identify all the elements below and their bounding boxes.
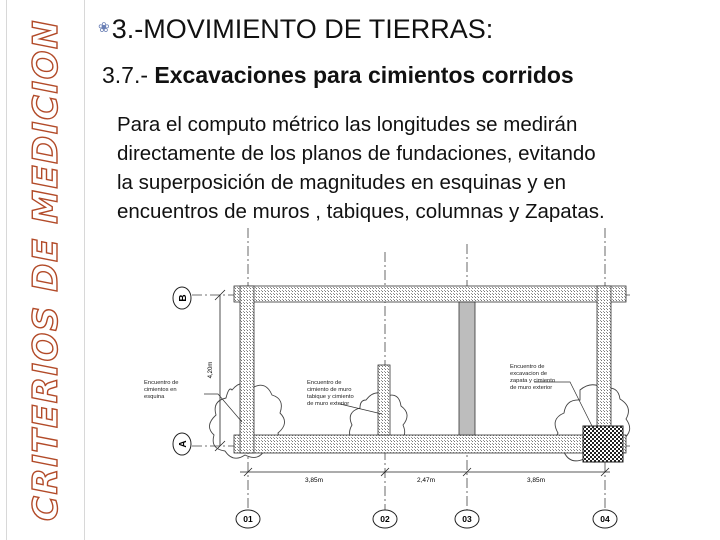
callout-corner [144,380,178,400]
axis-label-02: 02 [380,514,390,524]
partition-strip-02 [378,365,390,435]
section-heading [98,14,493,45]
section-heading-text: 3.-MOVIMIENTO DE TIERRAS: [111,14,494,44]
callout-footing [510,364,555,391]
foundation-plan-drawing [100,222,640,534]
callout-line: tabique y cimiento [307,394,354,400]
side-title: CRITERIOS DE MEDICION [26,19,66,521]
callout-line: cimiento de muro [307,387,352,393]
subsection-title: Excavaciones para cimientos corridos [154,62,574,88]
callout-line: Encuentro de [144,380,179,386]
axis-label-04: 04 [600,514,610,524]
paragraph-line: la superposición de magnitudes en esquinas y en [117,171,567,194]
footing-block [583,426,623,462]
dimension-label: 3,85m [526,477,546,484]
subsection-number: 3.7.- [102,62,155,88]
wall-strip-03 [459,302,475,435]
horizontal-dimension [240,468,610,476]
axis-label-03: 03 [462,514,472,524]
wall-strip-B [234,286,626,302]
callout-line: cimientos en [144,387,177,393]
axis-label-A: A [178,440,189,448]
side-rule-left [6,0,7,540]
callout-wall [307,380,354,407]
callout-line: de muro exterior [307,401,350,407]
wall-strip-A [234,435,626,453]
callout-line: Encuentro de [307,380,342,386]
callout-line: esquina [144,394,165,400]
axis-label-B: B [178,294,189,302]
paragraph-line: encuentros de muros , tabiques, columnas y Zapatas. [117,200,605,223]
axis-column-markers [236,510,617,528]
callout-line: de muro exterior [510,385,553,391]
callout-line: zapata y cimiento [510,378,556,384]
axis-label-01: 01 [243,514,253,524]
axis-row-markers [173,287,191,455]
callout-line: excavacion de [510,371,548,377]
leaf-bullet-icon: ❀ [98,19,110,35]
body-paragraph [117,110,707,226]
side-panel [0,0,84,540]
paragraph-line: directamente de los planos de fundaciones, evitando [117,142,596,165]
vertical-dimension [215,290,225,451]
paragraph-line: Para el computo métrico las longitudes se medirán [117,113,578,136]
wall-strip-01 [240,286,254,453]
side-rule-right [84,0,85,540]
callout-line: Encuentro de [510,364,545,370]
dimension-label: 3,85m [304,477,324,484]
dimension-label: 2,47m [416,477,436,484]
subsection-heading [102,62,574,89]
dimension-vertical-label: 4,20m [208,361,214,379]
